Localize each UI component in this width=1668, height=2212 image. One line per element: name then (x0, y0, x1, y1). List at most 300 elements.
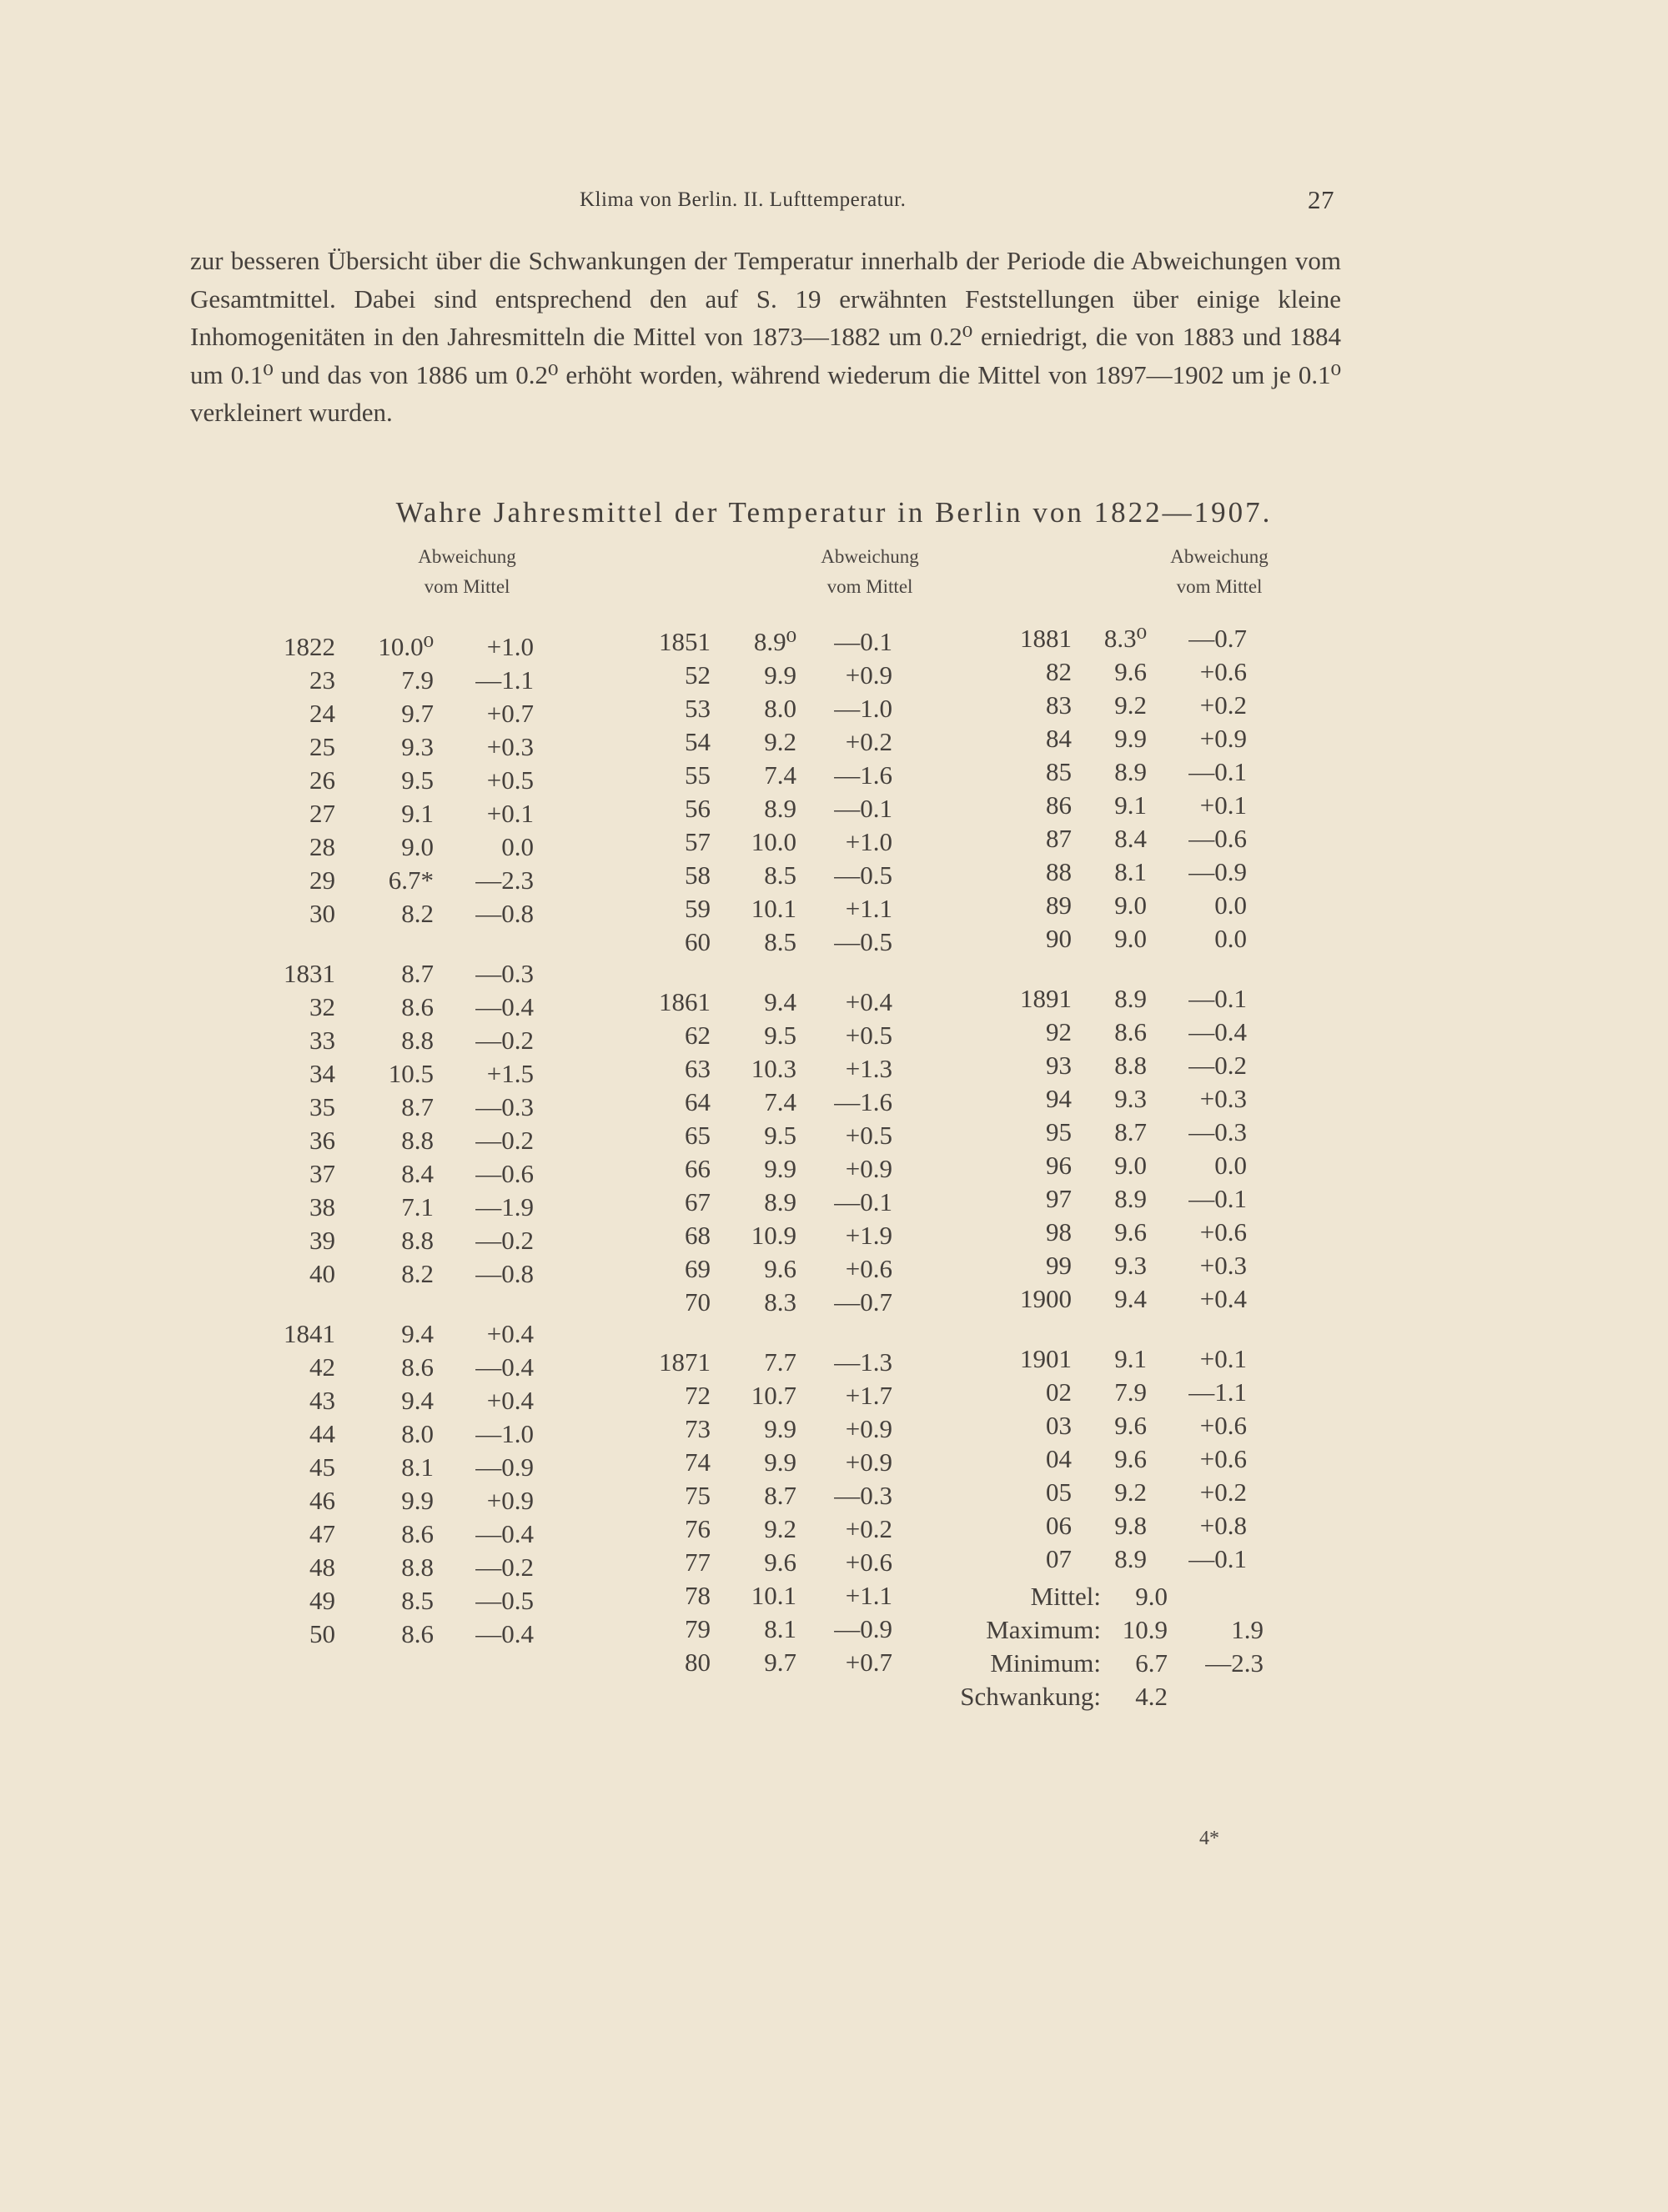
temperature-cell: 7.9 (401, 665, 434, 695)
deviation-cell: —1.6 (834, 1087, 892, 1116)
deviation-cell: —0.4 (1188, 1017, 1247, 1046)
deviation-cell: +0.9 (1199, 724, 1247, 753)
temperature-cell: 8.1 (1114, 857, 1147, 886)
table-row (275, 992, 550, 1026)
year-cell: 78 (685, 1581, 711, 1610)
deviation-cell: +0.4 (486, 1386, 534, 1415)
year-cell: 67 (685, 1187, 711, 1216)
year-cell: 99 (1046, 1251, 1072, 1280)
temperature-cell: 7.4 (764, 1087, 796, 1116)
year-cell: 96 (1046, 1151, 1072, 1180)
year-cell: 43 (309, 1386, 335, 1415)
year-cell: 98 (1046, 1217, 1072, 1246)
temperature-cell: 8.6 (401, 992, 434, 1021)
table-row (1013, 1051, 1264, 1084)
table-row (651, 1187, 926, 1221)
table-row (1013, 857, 1264, 890)
year-cell: 49 (309, 1586, 335, 1615)
year-cell: 75 (685, 1481, 711, 1510)
year-cell: 40 (309, 1259, 335, 1288)
table-row (275, 1092, 550, 1126)
temperature-cell: 9.2 (764, 727, 796, 756)
deviation-cell: 0.0 (501, 832, 534, 861)
deviation-cell: —0.9 (834, 1614, 892, 1643)
temperature-cell: 7.9 (1114, 1377, 1147, 1407)
year-cell: 37 (309, 1159, 335, 1188)
table-row (651, 927, 926, 961)
deviation-cell: —0.5 (834, 860, 892, 890)
deviation-cell: +0.4 (845, 987, 892, 1016)
year-cell: 1851 (659, 627, 711, 656)
table-row (1013, 1117, 1264, 1151)
table-row (1013, 1477, 1264, 1511)
table-row (275, 1552, 550, 1586)
table-row (275, 899, 550, 932)
year-cell: 94 (1046, 1084, 1072, 1113)
year-cell: 42 (309, 1352, 335, 1382)
table-block (651, 987, 926, 1321)
temperature-cell: 9.3 (1114, 1251, 1147, 1280)
table-row (275, 1452, 550, 1486)
deviation-cell: —0.3 (1188, 1117, 1247, 1146)
table-row (651, 1254, 926, 1287)
table-row (651, 894, 926, 927)
stat-deviation: —2.3 (1205, 1648, 1264, 1678)
stat-row (934, 1615, 1284, 1648)
stat-value: 6.7 (1135, 1648, 1168, 1678)
table-row (651, 1154, 926, 1187)
deviation-cell: —1.3 (834, 1347, 892, 1377)
year-cell: 04 (1046, 1444, 1072, 1473)
temperature-cell: 9.3 (401, 732, 434, 761)
table-column-1881-1907 (1013, 624, 1264, 1577)
temperature-cell: 9.5 (764, 1021, 796, 1050)
year-cell: 55 (685, 760, 711, 790)
year-cell: 70 (685, 1287, 711, 1317)
temperature-cell: 9.2 (1114, 690, 1147, 720)
table-row (275, 1159, 550, 1192)
year-cell: 1891 (1020, 984, 1072, 1013)
temperature-cell: 8.9 (1114, 1544, 1147, 1573)
column-heading-1 (392, 542, 542, 602)
temperature-cell: 9.5 (764, 1121, 796, 1150)
year-cell: 76 (685, 1514, 711, 1543)
stat-label: Maximum: (986, 1615, 1101, 1644)
table-row (1013, 1217, 1264, 1251)
table-row (651, 1347, 926, 1381)
table-row (1013, 757, 1264, 790)
year-cell: 90 (1046, 924, 1072, 953)
temperature-cell: 10.1 (751, 894, 796, 923)
deviation-cell: +0.2 (1199, 1477, 1247, 1507)
deviation-cell: +0.4 (1199, 1284, 1247, 1313)
deviation-cell: +0.5 (486, 765, 534, 795)
year-cell: 83 (1046, 690, 1072, 720)
table-row (275, 1192, 550, 1226)
temperature-cell: 9.9 (401, 1486, 434, 1515)
running-header (0, 185, 1668, 218)
deviation-cell: —0.7 (834, 1287, 892, 1317)
table-row (275, 1319, 550, 1352)
table-row (651, 1054, 926, 1087)
table-block (275, 632, 550, 932)
deviation-cell: +0.2 (845, 727, 892, 756)
year-cell: 1881 (1020, 624, 1072, 653)
table-block (275, 1319, 550, 1653)
deviation-cell: —0.7 (1188, 624, 1247, 653)
deviation-cell: +0.9 (845, 1447, 892, 1477)
table-row (275, 1619, 550, 1653)
signature-mark: 4* (1199, 1828, 1219, 1849)
temperature-cell: 10.1 (751, 1581, 796, 1610)
deviation-cell: +0.3 (486, 732, 534, 761)
table-column-1822-1850 (275, 632, 550, 1653)
year-cell: 25 (309, 732, 335, 761)
year-cell: 63 (685, 1054, 711, 1083)
deviation-cell: 0.0 (1214, 924, 1247, 953)
deviation-cell: +0.2 (845, 1514, 892, 1543)
table-row (651, 794, 926, 827)
table-row (1013, 790, 1264, 824)
deviation-cell: +0.3 (1199, 1084, 1247, 1113)
temperature-cell: 10.0 (751, 827, 796, 856)
year-cell: 95 (1046, 1117, 1072, 1146)
table-row (651, 727, 926, 760)
year-cell: 06 (1046, 1511, 1072, 1540)
temperature-cell: 10.0⁰ (378, 632, 434, 661)
table-row (275, 1226, 550, 1259)
table-row (651, 827, 926, 860)
temperature-cell: 9.1 (401, 799, 434, 828)
column-heading-line2: vom Mittel (826, 576, 913, 597)
table-row (651, 1648, 926, 1681)
year-cell: 07 (1046, 1544, 1072, 1573)
temperature-cell: 8.7 (401, 959, 434, 988)
deviation-cell: —0.1 (1188, 1544, 1247, 1573)
year-cell: 02 (1046, 1377, 1072, 1407)
year-cell: 64 (685, 1087, 711, 1116)
table-row (1013, 1151, 1264, 1184)
temperature-cell: 9.0 (1114, 890, 1147, 920)
deviation-cell: —1.9 (475, 1192, 534, 1221)
column-heading-2 (795, 542, 945, 602)
table-row (651, 860, 926, 894)
temperature-cell: 9.8 (1114, 1511, 1147, 1540)
temperature-cell: 10.3 (751, 1054, 796, 1083)
deviation-cell: 0.0 (1214, 1151, 1247, 1180)
temperature-cell: 9.5 (401, 765, 434, 795)
temperature-cell: 9.7 (764, 1648, 796, 1677)
year-cell: 48 (309, 1552, 335, 1582)
temperature-cell: 8.9 (1114, 757, 1147, 786)
deviation-cell: —0.4 (475, 1619, 534, 1648)
deviation-cell: 0.0 (1214, 890, 1247, 920)
deviation-cell: —0.1 (1188, 1184, 1247, 1213)
year-cell: 30 (309, 899, 335, 928)
deviation-cell: +1.1 (845, 1581, 892, 1610)
table-row (1013, 1411, 1264, 1444)
table-row (651, 1481, 926, 1514)
table-row (1013, 1251, 1264, 1284)
deviation-cell: —0.1 (834, 1187, 892, 1216)
year-cell: 39 (309, 1226, 335, 1255)
year-cell: 47 (309, 1519, 335, 1548)
deviation-cell: +0.6 (1199, 657, 1247, 686)
deviation-cell: +0.3 (1199, 1251, 1247, 1280)
deviation-cell: +0.1 (1199, 790, 1247, 820)
table-row (651, 1547, 926, 1581)
table-row (651, 987, 926, 1021)
year-cell: 36 (309, 1126, 335, 1155)
table-row (651, 1221, 926, 1254)
year-cell: 1822 (284, 632, 335, 661)
temperature-cell: 9.9 (1114, 724, 1147, 753)
year-cell: 69 (685, 1254, 711, 1283)
temperature-cell: 9.4 (764, 987, 796, 1016)
deviation-cell: —0.6 (475, 1159, 534, 1188)
table-row (1013, 1377, 1264, 1411)
deviation-cell: —0.9 (475, 1452, 534, 1482)
deviation-cell: —0.2 (1188, 1051, 1247, 1080)
year-cell: 53 (685, 694, 711, 723)
table-row (275, 959, 550, 992)
temperature-cell: 9.7 (401, 699, 434, 728)
table-block (1013, 624, 1264, 957)
table-row (1013, 1344, 1264, 1377)
year-cell: 57 (685, 827, 711, 856)
deviation-cell: +0.4 (486, 1319, 534, 1348)
year-cell: 24 (309, 699, 335, 728)
stat-label: Schwankung: (960, 1682, 1101, 1711)
year-cell: 62 (685, 1021, 711, 1050)
deviation-cell: —0.6 (1188, 824, 1247, 853)
table-row (1013, 890, 1264, 924)
table-row (1013, 1544, 1264, 1577)
deviation-cell: +0.7 (486, 699, 534, 728)
table-block (651, 627, 926, 961)
column-heading-line1: Abweichung (1170, 546, 1269, 567)
year-cell: 35 (309, 1092, 335, 1121)
deviation-cell: +0.9 (845, 660, 892, 690)
column-heading-line2: vom Mittel (424, 576, 510, 597)
year-cell: 45 (309, 1452, 335, 1482)
year-cell: 50 (309, 1619, 335, 1648)
year-cell: 34 (309, 1059, 335, 1088)
deviation-cell: —0.8 (475, 1259, 534, 1288)
temperature-cell: 8.6 (401, 1352, 434, 1382)
table-row (275, 1386, 550, 1419)
temperature-cell: 9.3 (1114, 1084, 1147, 1113)
stat-deviation: 1.9 (1231, 1615, 1264, 1644)
year-cell: 79 (685, 1614, 711, 1643)
year-cell: 1861 (659, 987, 711, 1016)
temperature-cell: 8.9⁰ (753, 627, 796, 656)
temperature-cell: 8.4 (401, 1159, 434, 1188)
deviation-cell: —0.4 (475, 1519, 534, 1548)
temperature-cell: 9.0 (1114, 924, 1147, 953)
table-row (275, 665, 550, 699)
deviation-cell: +0.6 (1199, 1444, 1247, 1473)
deviation-cell: +1.1 (845, 894, 892, 923)
year-cell: 33 (309, 1026, 335, 1055)
deviation-cell: —0.2 (475, 1026, 534, 1055)
year-cell: 44 (309, 1419, 335, 1448)
deviation-cell: —1.0 (834, 694, 892, 723)
temperature-cell: 9.6 (764, 1254, 796, 1283)
deviation-cell: —0.5 (834, 927, 892, 956)
year-cell: 54 (685, 727, 711, 756)
temperature-cell: 8.8 (1114, 1051, 1147, 1080)
year-cell: 92 (1046, 1017, 1072, 1046)
temperature-cell: 8.5 (401, 1586, 434, 1615)
year-cell: 52 (685, 660, 711, 690)
deviation-cell: +0.7 (845, 1648, 892, 1677)
table-row (1013, 657, 1264, 690)
table-row (275, 1126, 550, 1159)
temperature-cell: 8.3 (764, 1287, 796, 1317)
year-cell: 93 (1046, 1051, 1072, 1080)
temperature-cell: 7.1 (401, 1192, 434, 1221)
stat-label: Mittel: (1030, 1582, 1101, 1611)
deviation-cell: +1.5 (486, 1059, 534, 1088)
temperature-cell: 8.7 (401, 1092, 434, 1121)
deviation-cell: —0.3 (475, 959, 534, 988)
temperature-cell: 8.1 (764, 1614, 796, 1643)
temperature-cell: 9.2 (764, 1514, 796, 1543)
table-row (275, 832, 550, 865)
year-cell: 88 (1046, 857, 1072, 886)
year-cell: 1871 (659, 1347, 711, 1377)
table-block (1013, 1344, 1264, 1577)
deviation-cell: +0.1 (486, 799, 534, 828)
temperature-cell: 9.9 (764, 660, 796, 690)
deviation-cell: +1.0 (486, 632, 534, 661)
year-cell: 29 (309, 865, 335, 895)
table-row (1013, 724, 1264, 757)
temperature-cell: 9.1 (1114, 790, 1147, 820)
column-heading-3 (1144, 542, 1294, 602)
table-row (1013, 1511, 1264, 1544)
temperature-cell: 8.8 (401, 1026, 434, 1055)
table-row (275, 1486, 550, 1519)
table-title: Wahre Jahresmittel der Temperatur in Berlin von 1822—1907. (395, 496, 1273, 529)
table-row (1013, 1444, 1264, 1477)
intro-paragraph (190, 242, 1341, 432)
year-cell: 59 (685, 894, 711, 923)
year-cell: 65 (685, 1121, 711, 1150)
temperature-cell: 8.7 (764, 1481, 796, 1510)
year-cell: 82 (1046, 657, 1072, 686)
table-row (651, 1447, 926, 1481)
stat-value: 4.2 (1135, 1682, 1168, 1711)
deviation-cell: +0.9 (486, 1486, 534, 1515)
deviation-cell: —0.8 (475, 899, 534, 928)
deviation-cell: —0.1 (1188, 757, 1247, 786)
table-row (275, 1352, 550, 1386)
table-row (651, 1381, 926, 1414)
year-cell: 46 (309, 1486, 335, 1515)
temperature-cell: 8.1 (401, 1452, 434, 1482)
table-row (275, 865, 550, 899)
deviation-cell: —1.1 (1188, 1377, 1247, 1407)
table-row (651, 694, 926, 727)
temperature-cell: 9.2 (1114, 1477, 1147, 1507)
temperature-cell: 10.7 (751, 1381, 796, 1410)
year-cell: 84 (1046, 724, 1072, 753)
temperature-cell: 8.8 (401, 1226, 434, 1255)
year-cell: 1901 (1020, 1344, 1072, 1373)
table-block (1013, 984, 1264, 1317)
deviation-cell: +0.5 (845, 1121, 892, 1150)
table-row (651, 1414, 926, 1447)
temperature-cell: 8.3⁰ (1103, 624, 1147, 653)
deviation-cell: +0.6 (1199, 1217, 1247, 1246)
table-row (651, 1514, 926, 1547)
temperature-cell: 8.6 (1114, 1017, 1147, 1046)
temperature-cell: 8.5 (764, 860, 796, 890)
column-heading-line2: vom Mittel (1176, 576, 1263, 597)
temperature-cell: 7.7 (764, 1347, 796, 1377)
temperature-cell: 8.0 (764, 694, 796, 723)
temperature-cell: 10.5 (388, 1059, 434, 1088)
year-cell: 85 (1046, 757, 1072, 786)
deviation-cell: —1.0 (475, 1419, 534, 1448)
temperature-cell: 7.4 (764, 760, 796, 790)
stat-value: 9.0 (1135, 1582, 1168, 1611)
temperature-cell: 8.9 (764, 794, 796, 823)
temperature-cell: 8.8 (401, 1126, 434, 1155)
temperature-cell: 8.6 (401, 1519, 434, 1548)
year-cell: 26 (309, 765, 335, 795)
temperature-cell: 8.9 (764, 1187, 796, 1216)
deviation-cell: +1.7 (845, 1381, 892, 1410)
deviation-cell: —1.6 (834, 760, 892, 790)
year-cell: 87 (1046, 824, 1072, 853)
deviation-cell: —0.1 (834, 627, 892, 656)
table-row (275, 732, 550, 765)
temperature-cell: 8.2 (401, 1259, 434, 1288)
year-cell: 80 (685, 1648, 711, 1677)
temperature-cell: 9.6 (1114, 1217, 1147, 1246)
table-row (651, 760, 926, 794)
temperature-cell: 9.6 (1114, 657, 1147, 686)
deviation-cell: —0.2 (475, 1226, 534, 1255)
table-row (651, 1087, 926, 1121)
temperature-cell: 9.6 (1114, 1444, 1147, 1473)
stat-row (934, 1682, 1284, 1715)
deviation-cell: —0.4 (475, 1352, 534, 1382)
table-row (275, 765, 550, 799)
deviation-cell: —0.1 (1188, 984, 1247, 1013)
deviation-cell: —2.3 (475, 865, 534, 895)
table-row (275, 1059, 550, 1092)
year-cell: 1900 (1020, 1284, 1072, 1313)
year-cell: 74 (685, 1447, 711, 1477)
year-cell: 27 (309, 799, 335, 828)
temperature-cell: 9.6 (764, 1547, 796, 1577)
table-row (1013, 690, 1264, 724)
intro-text: zur besseren Übersicht über die Schwankungen der Temperatur innerhalb der Periode die Abweichungen vom Gesamtmittel. Dabei sind entsprechend den auf S. 19 erwähnten Feststellungen über einige kleine Inhomogenitäten in den Jahresmitteln die Mittel von 1873—1882 um 0.2⁰ erniedrigt, die von 1883 und 1884 um 0.1⁰ und das von 1886 um 0.2⁰ erhöht worden, während wiederum die Mittel von 1897—1902 um je 0.1⁰ verkleinert wurden. (190, 246, 1341, 427)
table-row (651, 660, 926, 694)
year-cell: 72 (685, 1381, 711, 1410)
deviation-cell: +0.9 (845, 1414, 892, 1443)
deviation-cell: —0.2 (475, 1552, 534, 1582)
year-cell: 97 (1046, 1184, 1072, 1213)
table-row (275, 1026, 550, 1059)
table-row (1013, 1184, 1264, 1217)
year-cell: 68 (685, 1221, 711, 1250)
table-row (275, 1259, 550, 1292)
